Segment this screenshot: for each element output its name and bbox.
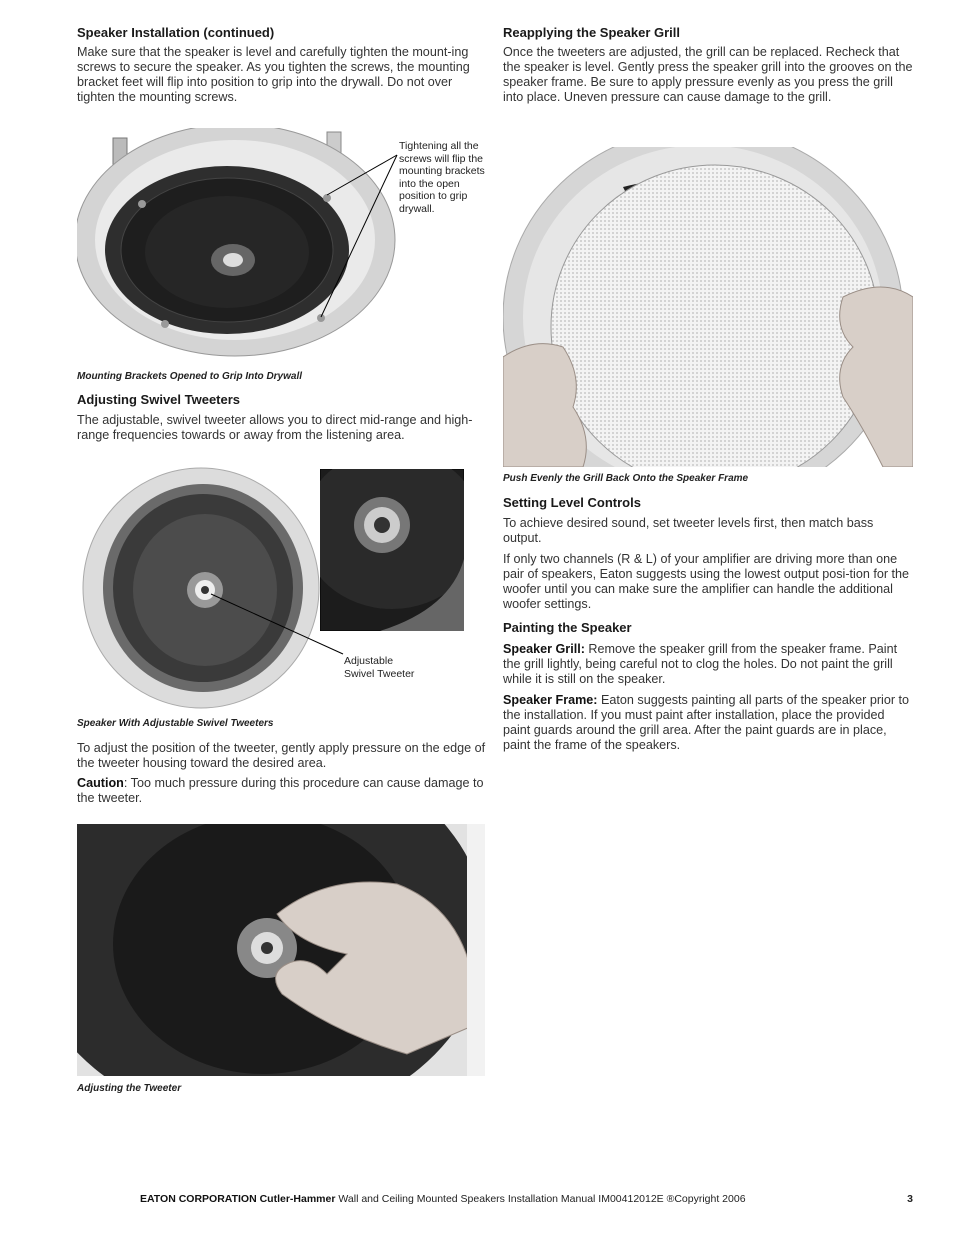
page-footer (140, 1193, 913, 1205)
callout-swivel-line2: Swivel Tweeter (344, 667, 415, 680)
paragraph-adjust: To adjust the position of the tweeter, gently apply pressure on the edge of the tweeter housing toward the desired area. (77, 741, 486, 770)
paragraph-caution (77, 776, 487, 806)
photo-grill (503, 147, 913, 467)
heading-level-controls: Setting Level Controls (503, 495, 641, 510)
photo-swivel-tweeter (81, 466, 321, 710)
grill-label: Speaker Grill: (503, 642, 585, 656)
callout-swivel-tweeter (344, 655, 464, 680)
caution-label: Caution (77, 776, 124, 790)
callout-swivel-line1: Adjustable (344, 655, 394, 667)
heading-speaker-installation: Speaker Installation (continued) (77, 25, 275, 40)
footer-title: Wall and Ceiling Mounted Speakers Installation Manual IM00412012E ®Copyright 2006 (335, 1193, 746, 1205)
paragraph-paint-frame (503, 693, 913, 753)
footer-company: EATON CORPORATION Cutler-Hammer (140, 1193, 336, 1205)
frame-text: Eaton suggests painting all parts of the speaker prior to the installation. If you must paint after installation, place the provided paint guards around the grill area. After the paint guards are in place, paint the frame of the speakers. (503, 693, 910, 752)
paragraph-grill: Once the tweeters are adjusted, the grill can be replaced. Recheck that the speaker is level. Gently press the speaker grill into the grooves on the speaker frame. Be sure to apply pressure evenly as you press the grill into place. Uneven pressure can cause damage to the grill. (503, 45, 913, 104)
callout-line-swivel (207, 590, 347, 660)
heading-painting: Painting the Speaker (503, 620, 632, 635)
callout-brackets: Tightening all the screws will flip the mounting brackets into the open position to grip drywall. (399, 140, 485, 215)
grill-text: Remove the speaker grill from the speaker frame. Paint the grill lightly, being careful not to clog the holes. Do not paint the grill while it is still on the speaker. (503, 642, 898, 686)
caution-text: : Too much pressure during this procedure can cause damage to the tweeter. (77, 776, 484, 805)
caption-adjusting-tweeter: Adjusting the Tweeter (77, 1083, 182, 1094)
callout-lines-brackets (317, 145, 407, 325)
page-number: 3 (907, 1193, 913, 1205)
heading-reapplying-grill: Reapplying the Speaker Grill (503, 25, 680, 40)
caption-swivel-tweeters: Speaker With Adjustable Swivel Tweeters (77, 718, 274, 729)
frame-label: Speaker Frame: (503, 693, 598, 707)
paragraph-level1: To achieve desired sound, set tweeter levels first, then match bass output. (503, 516, 874, 545)
caption-grill: Push Evenly the Grill Back Onto the Speaker Frame (503, 473, 749, 484)
caption-mounting-brackets: Mounting Brackets Opened to Grip Into Drywall (77, 371, 303, 382)
photo-adjusting-tweeter (77, 824, 485, 1076)
paragraph-swivel: The adjustable, swivel tweeter allows you to direct mid-range and high-range frequencies towards or away from the listening area. (77, 413, 473, 442)
paragraph-paint-grill (503, 642, 913, 687)
paragraph-installation: Make sure that the speaker is level and carefully tighten the mount-ing screws to secure the speaker. As you tighten the screws, the mounting bracket feet will flip into position to grip into the drywall. Do not over tighten the mounting screws. (77, 45, 470, 104)
paragraph-level2: If only two channels (R & L) of your amplifier are driving more than one pair of speakers, Eaton suggests using the lowest output posi-tion for the woofer until you can make sure the amplifier can handle the additional woofer settings. (503, 552, 910, 611)
heading-adjusting-swivel: Adjusting Swivel Tweeters (77, 392, 241, 407)
